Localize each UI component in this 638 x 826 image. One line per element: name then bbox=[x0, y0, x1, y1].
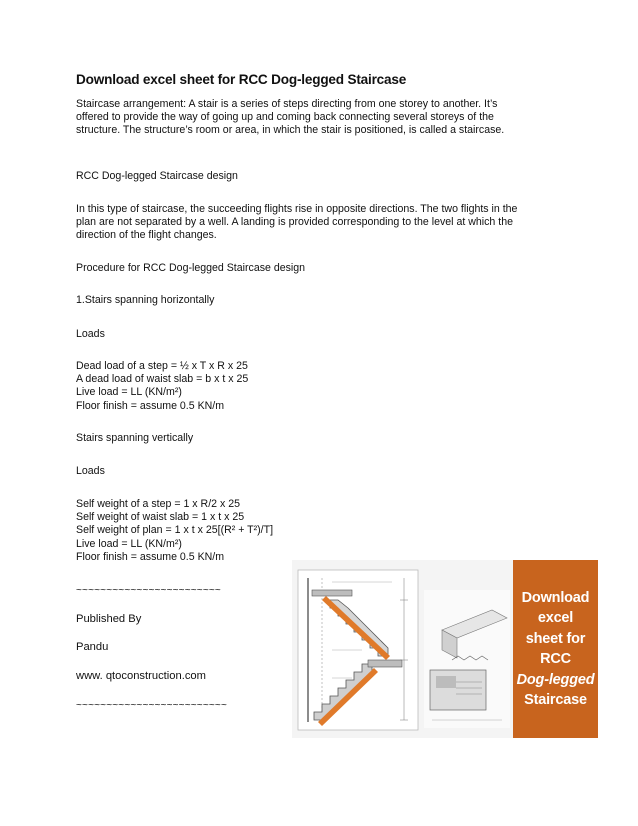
load-line: Live load = LL (KN/m²) bbox=[76, 537, 182, 550]
document-title: Download excel sheet for RCC Dog-legged Staircase bbox=[76, 72, 407, 87]
load-line: Self weight of plan = 1 x t x 25[(R² + T²)/T] bbox=[76, 524, 274, 537]
website-link[interactable]: www. qtoconstruction.com bbox=[76, 670, 206, 682]
intro-paragraph bbox=[76, 98, 556, 138]
load-line: Floor finish = assume 0.5 KN/m bbox=[76, 550, 225, 563]
banner-line: excel bbox=[537, 610, 574, 626]
published-by-label: Published By bbox=[76, 613, 142, 625]
intro-line: offered to provide the way of going up and coming back connecting several storeys of the bbox=[76, 111, 494, 124]
loads-label: Loads bbox=[76, 328, 105, 340]
horizontal-loads bbox=[76, 360, 556, 413]
banner-line: RCC bbox=[540, 651, 571, 667]
separator: ~~~~~~~~~~~~~~~~~~~~~~~~~ bbox=[76, 700, 227, 711]
author-name: Pandu bbox=[76, 641, 109, 653]
design-paragraph bbox=[76, 203, 556, 243]
load-line: Self weight of a step = 1 x R/2 x 25 bbox=[76, 498, 241, 510]
vertical-loads bbox=[76, 498, 556, 564]
loads-label: Loads bbox=[76, 465, 105, 477]
intro-line: structure. The structure’s room or area, in which the stair is positioned, is called a staircase. bbox=[76, 124, 505, 137]
design-heading: RCC Dog-legged Staircase design bbox=[76, 170, 238, 182]
intro-line: Staircase arrangement: A stair is a series of steps directing from one storey to another. It’s bbox=[76, 98, 498, 110]
banner-line: Staircase bbox=[524, 692, 587, 708]
download-banner[interactable] bbox=[513, 560, 598, 738]
separator: ~~~~~~~~~~~~~~~~~~~~~~~~ bbox=[76, 585, 221, 596]
load-line: Dead load of a step = ½ x T x R x 25 bbox=[76, 360, 248, 372]
banner-line: sheet for bbox=[525, 630, 586, 647]
design-line: plan are not separated by a well. A landing is provided corresponding to the level at which the bbox=[76, 216, 513, 229]
banner-line: Download bbox=[521, 589, 590, 606]
banner-line: Dog-legged bbox=[516, 671, 595, 688]
load-line: Self weight of waist slab = 1 x t x 25 bbox=[76, 511, 245, 524]
banner-text bbox=[517, 588, 595, 711]
procedure-heading: Procedure for RCC Dog-legged Staircase design bbox=[76, 262, 306, 274]
load-line: A dead load of waist slab = b x t x 25 bbox=[76, 373, 249, 386]
design-line: direction of the flight changes. bbox=[76, 229, 217, 242]
vertical-heading: Stairs spanning vertically bbox=[76, 432, 194, 444]
horizontal-heading: 1.Stairs spanning horizontally bbox=[76, 294, 215, 306]
load-line: Floor finish = assume 0.5 KN/m bbox=[76, 399, 225, 412]
design-line: In this type of staircase, the succeeding flights rise in opposite directions. The two flights in the bbox=[76, 203, 518, 215]
load-line: Live load = LL (KN/m²) bbox=[76, 386, 182, 399]
